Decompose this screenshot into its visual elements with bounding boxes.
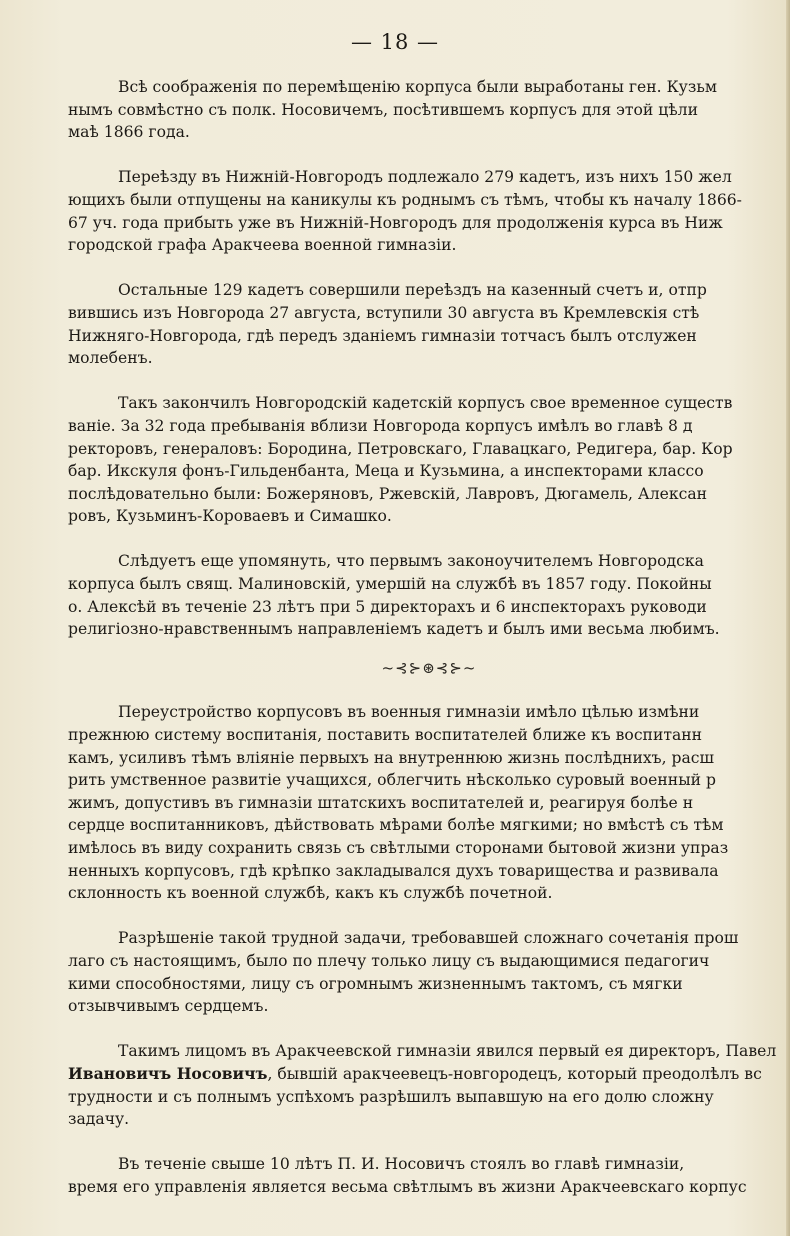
text-line: Всѣ соображенія по перемѣщенію корпуса были выработаны ген. Кузьм xyxy=(118,78,717,96)
text-line: нымъ совмѣстно съ полк. Носовичемъ, посѣтившемъ корпусъ для этой цѣли xyxy=(68,100,698,119)
text-line: камъ, усиливъ тѣмъ вліяніе первыхъ на внутреннюю жизнь послѣднихъ, расш xyxy=(68,748,715,767)
page-number: — 18 — xyxy=(350,30,440,54)
text-line: жимъ, допустивъ въ гимназіи штатскихъ воспитателей и, реагируя болѣе н xyxy=(68,793,694,812)
text-line: молебенъ. xyxy=(68,349,153,368)
text-line: маѣ 1866 года. xyxy=(68,123,190,142)
paragraph xyxy=(68,392,790,528)
text-line: 67 уч. года прибыть уже въ Нижній-Новгородъ для продолженія курса въ Ниж xyxy=(68,213,723,232)
text-line: кими способностями, лицу съ огромнымъ жизненнымъ тактомъ, съ мягки xyxy=(68,974,683,993)
text-line: религіозно-нравственнымъ направленіемъ кадетъ и былъ ими весьма любимъ. xyxy=(68,620,720,639)
text-line: ющихъ были отпущены на каникулы къ роднымъ съ тѣмъ, чтобы къ началу 1866- xyxy=(68,190,742,209)
text-line: ректоровъ, генераловъ: Бородина, Петровскаго, Главацкаго, Редигера, бар. Кор xyxy=(68,439,733,458)
bold-name: Ивановичъ Носовичъ xyxy=(68,1063,268,1083)
text-line: вившись изъ Новгорода 27 августа, вступили 30 августа въ Кремлевскія стѣ xyxy=(68,303,700,322)
text-line: Остальные 129 кадетъ совершили переѣздъ на казенный счетъ и, отпр xyxy=(118,281,707,300)
text-line: имѣлось въ виду сохранить связь съ свѣтлыми сторонами бытовой жизни упраз xyxy=(68,839,729,857)
text-line: трудности и съ полнымъ успѣхомъ разрѣшилъ выпавшую на его долю сложну xyxy=(68,1087,714,1106)
paragraph xyxy=(68,76,790,144)
text-line: Переѣзду въ Нижній-Новгородъ подлежало 279 кадетъ, изъ нихъ 150 жел xyxy=(118,168,732,187)
text-line: Нижняго-Новгорода, гдѣ передъ зданіемъ гимназіи тотчасъ былъ отслужен xyxy=(68,326,697,345)
text-line: задачу. xyxy=(68,1110,130,1129)
section-ornament: ~⊰⊱⊛⊰⊱~ xyxy=(381,659,477,678)
text-line: Ивановичъ Носовичъ, бывшій аракчеевецъ-новгородецъ, который преодолѣлъ вс xyxy=(68,1063,762,1083)
text-line: Такъ закончилъ Новгородскій кадетскій корпусъ свое временное существ xyxy=(118,394,733,413)
paragraph xyxy=(68,166,790,256)
text-line: ненныхъ корпусовъ, гдѣ крѣпко закладывался духъ товарищества и развивала xyxy=(68,861,719,880)
text-line: городской графа Аракчеева военной гимназіи. xyxy=(68,236,457,255)
text-line: Переустройство корпусовъ въ военныя гимназіи имѣло цѣлью измѣни xyxy=(118,703,700,722)
text-block-bottom xyxy=(68,701,790,1198)
text-line: корпуса былъ свящ. Малиновскій, умершій на службѣ въ 1857 году. Покойны xyxy=(68,575,712,594)
text-line: склонность къ военной службѣ, какъ къ службѣ почетной. xyxy=(68,884,553,903)
text-line: прежнюю систему воспитанія, поставить воспитателей ближе къ воспитанн xyxy=(68,726,703,745)
text-block-top xyxy=(68,76,790,641)
paragraph xyxy=(68,927,790,1017)
text-line: отзывчивымъ сердцемъ. xyxy=(68,997,269,1016)
body-text xyxy=(68,76,790,1221)
text-line: послѣдовательно были: Божеряновъ, Ржевскій, Лавровъ, Дюгамель, Алексан xyxy=(68,484,708,503)
paragraph xyxy=(68,1153,790,1198)
paragraph xyxy=(68,279,790,369)
text-line: время его управленія является весьма свѣтлымъ въ жизни Аракчеевскаго корпус xyxy=(68,1177,747,1196)
text-line: Разрѣшеніе такой трудной задачи, требовавшей сложнаго сочетанія прош xyxy=(118,929,739,948)
paragraph xyxy=(68,550,790,640)
text-line: Слѣдуетъ еще упомянуть, что первымъ законоучителемъ Новгородска xyxy=(118,552,704,571)
paragraph xyxy=(68,701,790,904)
text-line: лаго съ настоящимъ, было по плечу только лицу съ выдающимися педагогич xyxy=(68,951,710,970)
text-line: о. Алексѣй въ теченіе 23 лѣтъ при 5 директорахъ и 6 инспекторахъ руководи xyxy=(68,597,707,616)
text-line: бар. Икскуля фонъ-Гильденбанта, Меца и Кузьмина, а инспекторами классо xyxy=(68,462,704,481)
text-line: Такимъ лицомъ въ Аракчеевской гимназіи явился первый ея директоръ, Павел xyxy=(118,1042,777,1061)
text-line: Въ теченіе свыше 10 лѣтъ П. И. Носовичъ стоялъ во главѣ гимназіи, xyxy=(118,1155,685,1174)
text-line: ваніе. За 32 года пребыванія вблизи Новгорода корпусъ имѣлъ во главѣ 8 д xyxy=(68,416,693,435)
text-line: ровъ, Кузьминъ-Короваевъ и Симашко. xyxy=(68,507,392,526)
text-line: сердце воспитанниковъ, дѣйствовать мѣрами болѣе мягкими; но вмѣстѣ съ тѣм xyxy=(68,816,724,835)
text-line: рить умственное развитіе учащихся, облегчить нѣсколько суровый военный р xyxy=(68,771,716,790)
paragraph xyxy=(68,1040,790,1130)
